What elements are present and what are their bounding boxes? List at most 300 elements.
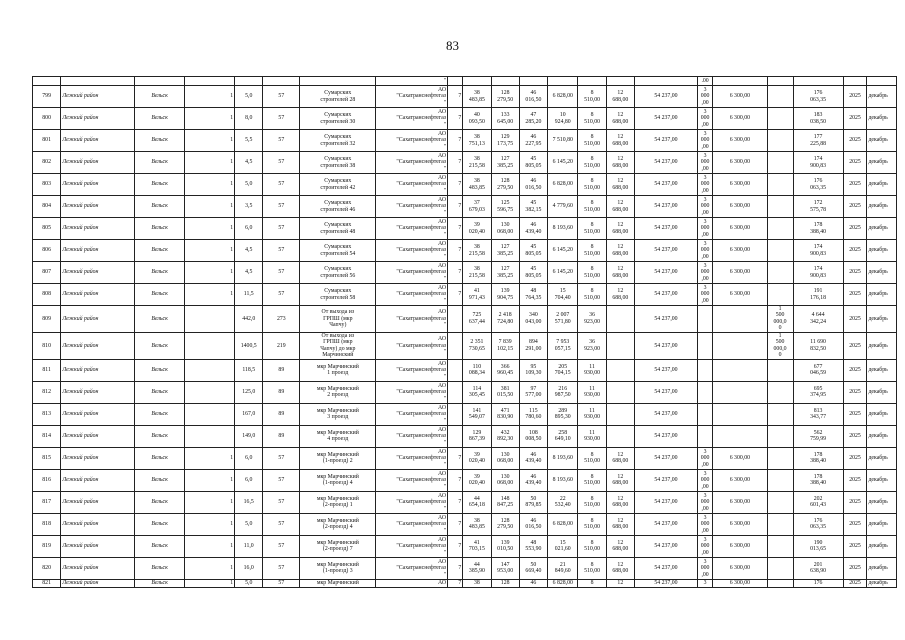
cell-c18: 6 300,00	[713, 535, 767, 557]
cell-c21: 2025	[843, 306, 867, 333]
cell-c15: 12 688,00	[606, 469, 634, 491]
cell-c18: 6 300,00	[713, 262, 767, 284]
cell-n: 809	[33, 306, 61, 333]
cell-c22: декабрь	[867, 513, 897, 535]
cell-c10: 41 703,15	[463, 535, 491, 557]
cell-settlement: Вельск	[135, 557, 185, 579]
cell-location: мкр Марчинский	[300, 579, 376, 587]
cell-c21: 2025	[843, 152, 867, 174]
cell-n: 819	[33, 535, 61, 557]
cell-length: 118,5	[235, 359, 263, 381]
cell-years: 7	[448, 447, 463, 469]
cell-c15: 12 688,00	[606, 557, 634, 579]
cell-c10: 39 020,40	[463, 447, 491, 469]
cell-c14: 8	[578, 579, 606, 587]
cell-c17: 3 000 ,00	[697, 557, 712, 579]
cell-district: Лежкий район	[61, 218, 135, 240]
cell-c22: декабрь	[867, 381, 897, 403]
cell-c17: 3 000 ,00	[697, 513, 712, 535]
cell-years: 7	[448, 535, 463, 557]
cell-years: 7	[448, 108, 463, 130]
cell-c14: 8 510,00	[578, 152, 606, 174]
cell-c20: 176	[793, 579, 843, 587]
cell-c21: 2025	[843, 86, 867, 108]
cell-c18	[713, 403, 767, 425]
cell-c19	[767, 196, 793, 218]
cell-c12: 47 285,20	[519, 108, 547, 130]
cell-c15: 12 688,00	[606, 491, 634, 513]
cell-c18	[713, 306, 767, 333]
cell-c18: 6 300,00	[713, 557, 767, 579]
cell-c20: 562 759,99	[793, 425, 843, 447]
cell-length: 4,5	[235, 240, 263, 262]
cell-district: Лежкий район	[61, 240, 135, 262]
cell-c16: 54 237,00	[634, 306, 697, 333]
cell-location: мкр Марчинский 2 проезд	[300, 381, 376, 403]
cell-count: 1	[185, 152, 235, 174]
cell-location: Сумарских строителей 58	[300, 284, 376, 306]
cell-material: АО "Сахатранснефтегаз "	[376, 306, 448, 333]
cell-c13: 22 532,40	[548, 491, 578, 513]
cell-c15: 12 688,00	[606, 513, 634, 535]
cell-c10: 38	[463, 579, 491, 587]
cell-years	[448, 425, 463, 447]
cell-c20: 695 374,95	[793, 381, 843, 403]
cell-n: 807	[33, 262, 61, 284]
cell-location: мкр Марчинский (1-проезд) 3	[300, 557, 376, 579]
cell-c17: 3 000 ,00	[697, 262, 712, 284]
cell-count: 1	[185, 557, 235, 579]
cell-material: АО "Сахатранснефтегаз "	[376, 425, 448, 447]
cell-material: АО "Сахатранснефтегаз "	[376, 557, 448, 579]
cell-c16: 54 237,00	[634, 332, 697, 359]
cell-c14: 8 510,00	[578, 557, 606, 579]
cell-count: 1	[185, 262, 235, 284]
cell-location: мкр Марчинский 1 проезд	[300, 359, 376, 381]
cell-count	[185, 332, 235, 359]
cell-c22: декабрь	[867, 262, 897, 284]
cell-c15: 12 688,00	[606, 262, 634, 284]
cell-c19: 1 500 000,0 0	[767, 306, 793, 333]
cell-c12: 97 577,00	[519, 381, 547, 403]
cell-c21: 2025	[843, 447, 867, 469]
cell-location: Сумарских строителей 30	[300, 108, 376, 130]
cell-c15: 12 688,00	[606, 284, 634, 306]
cell-material: АО "Сахатранснефтегаз "	[376, 152, 448, 174]
cell-c16: 54 237,00	[634, 262, 697, 284]
cell-c15: 12 688,00	[606, 174, 634, 196]
cell-c15	[606, 332, 634, 359]
cell-c22: декабрь	[867, 557, 897, 579]
cell-location: мкр Марчинский (2-проезд) 4	[300, 513, 376, 535]
cell-c14: 8 510,00	[578, 284, 606, 306]
cell-count: 1	[185, 218, 235, 240]
cell-material: АО "Сахатранснефтегаз "	[376, 86, 448, 108]
cell-c21: 2025	[843, 218, 867, 240]
cell-c13: 6 145,20	[548, 152, 578, 174]
table-row	[33, 535, 897, 557]
cell-settlement: Вельск	[135, 579, 185, 587]
cell-c12: 45 805,05	[519, 240, 547, 262]
cell-c17: 3 000 ,00	[697, 240, 712, 262]
cell-c20: 176 063,35	[793, 86, 843, 108]
cell-c10: 39 020,40	[463, 218, 491, 240]
cell-material: АО	[376, 579, 448, 587]
cell-c17: 3 000 ,00	[697, 174, 712, 196]
cell-c14: 8 510,00	[578, 513, 606, 535]
cell-district: Лежкий район	[61, 513, 135, 535]
cell-c19	[767, 152, 793, 174]
cell-c18: 6 300,00	[713, 196, 767, 218]
cell-settlement: Вельск	[135, 306, 185, 333]
cell-n: 804	[33, 196, 61, 218]
cell-c14: 8 510,00	[578, 491, 606, 513]
cell-n: 820	[33, 557, 61, 579]
cell-diameter: 57	[263, 513, 300, 535]
cell-n: 814	[33, 425, 61, 447]
cell-c11: 139 010,50	[491, 535, 519, 557]
cell-length: 1400,5	[235, 332, 263, 359]
cell-n: 808	[33, 284, 61, 306]
cell-c20: 190 013,65	[793, 535, 843, 557]
cell-c18: 6 300,00	[713, 469, 767, 491]
cell-c21: 2025	[843, 425, 867, 447]
cell-settlement: Вельск	[135, 86, 185, 108]
page-number: 83	[446, 38, 459, 53]
cell-c10: 110 088,34	[463, 359, 491, 381]
cell-c22: декабрь	[867, 306, 897, 333]
cell-c11: 2 418 724,80	[491, 306, 519, 333]
cell-material: АО "Сахатранснефтегаз "	[376, 447, 448, 469]
cell-c12: 340 043,00	[519, 306, 547, 333]
cell-c12: 45 805,05	[519, 262, 547, 284]
cell-diameter: 219	[263, 332, 300, 359]
cell-location: Сумарских строителей 42	[300, 174, 376, 196]
cell-c14: 8 510,00	[578, 535, 606, 557]
cell-district: Лежкий район	[61, 557, 135, 579]
cell-c15: 12	[606, 579, 634, 587]
cell-years: 7	[448, 152, 463, 174]
cell-district: Лежкий район	[61, 359, 135, 381]
cell-c10: 38 215,58	[463, 240, 491, 262]
cell-fragment-connection: .00	[697, 77, 712, 86]
cell-length: 5,0	[235, 174, 263, 196]
cell-c17: 3 000 ,00	[697, 130, 712, 152]
cell-c17: 3 000 ,00	[697, 152, 712, 174]
cell-c19	[767, 447, 793, 469]
cell-c18: 6 300,00	[713, 513, 767, 535]
cell-c21: 2025	[843, 130, 867, 152]
cell-c17	[697, 403, 712, 425]
cell-count: 1	[185, 447, 235, 469]
cell-c10: 38 483,85	[463, 174, 491, 196]
cell-c13: 205 704,15	[548, 359, 578, 381]
cell-c19	[767, 174, 793, 196]
cell-c21: 2025	[843, 196, 867, 218]
cell-length: 16,5	[235, 491, 263, 513]
cell-c14: 11 930,00	[578, 403, 606, 425]
cell-c21: 2025	[843, 513, 867, 535]
cell-c10: 38 483,85	[463, 86, 491, 108]
cell-length: 6,0	[235, 447, 263, 469]
cell-location: Сумарских строителей 48	[300, 218, 376, 240]
cell-district: Лежкий район	[61, 152, 135, 174]
cell-district: Лежкий район	[61, 491, 135, 513]
cell-years: 7	[448, 130, 463, 152]
cell-c19	[767, 557, 793, 579]
cell-c12: 894 291,00	[519, 332, 547, 359]
cell-c22: декабрь	[867, 196, 897, 218]
cell-material: АО "Сахатранснефтегаз "	[376, 284, 448, 306]
cell-district: Лежкий район	[61, 262, 135, 284]
cell-c10: 44 654,18	[463, 491, 491, 513]
cell-length: 5,0	[235, 86, 263, 108]
table-row	[33, 425, 897, 447]
cell-c22: декабрь	[867, 447, 897, 469]
cell-count: 1	[185, 108, 235, 130]
cell-c18: 6 300,00	[713, 579, 767, 587]
cell-length: 167,0	[235, 403, 263, 425]
cell-count	[185, 306, 235, 333]
cell-n: 810	[33, 332, 61, 359]
cell-material: АО "Сахатранснефтегаз "	[376, 218, 448, 240]
cell-c16: 54 237,00	[634, 447, 697, 469]
cell-material: АО "Сахатранснефтегаз "	[376, 403, 448, 425]
cell-c14: 8 510,00	[578, 469, 606, 491]
cell-material: АО "Сахатранснефтегаз "	[376, 381, 448, 403]
cell-c20: 178 388,40	[793, 447, 843, 469]
cell-c20: 4 644 342,24	[793, 306, 843, 333]
cell-c19	[767, 579, 793, 587]
cell-c17: 3 000 ,00	[697, 469, 712, 491]
table-row	[33, 196, 897, 218]
cell-years: 7	[448, 284, 463, 306]
cell-c20: 202 601,43	[793, 491, 843, 513]
cell-settlement: Вельск	[135, 262, 185, 284]
cell-c18: 6 300,00	[713, 218, 767, 240]
cell-location: мкр Марчинский (1-проезд) 4	[300, 469, 376, 491]
cell-c18: 6 300,00	[713, 240, 767, 262]
cell-c20: 178 388,40	[793, 469, 843, 491]
cell-diameter: 57	[263, 535, 300, 557]
cell-c22: декабрь	[867, 425, 897, 447]
cell-c16: 54 237,00	[634, 86, 697, 108]
cell-settlement: Вельск	[135, 491, 185, 513]
cell-c17: 3 000 ,00	[697, 218, 712, 240]
cell-c11: 129 173,75	[491, 130, 519, 152]
cell-c12: 115 780,60	[519, 403, 547, 425]
cell-c14: 36 923,00	[578, 332, 606, 359]
cell-c21: 2025	[843, 491, 867, 513]
cell-count	[185, 425, 235, 447]
cell-c18	[713, 332, 767, 359]
cell-c18: 6 300,00	[713, 491, 767, 513]
cell-length: 16,0	[235, 557, 263, 579]
cell-n: 800	[33, 108, 61, 130]
cell-settlement: Вельск	[135, 174, 185, 196]
cell-c17: 3 000 ,00	[697, 196, 712, 218]
cell-c16: 54 237,00	[634, 359, 697, 381]
cell-c19	[767, 381, 793, 403]
cell-count	[185, 381, 235, 403]
cell-diameter: 57	[263, 469, 300, 491]
cell-c13: 258 649,10	[548, 425, 578, 447]
cell-c19	[767, 262, 793, 284]
cell-c22: декабрь	[867, 240, 897, 262]
cell-length: 149,0	[235, 425, 263, 447]
cell-c14: 8 510,00	[578, 108, 606, 130]
cell-c22: декабрь	[867, 108, 897, 130]
cell-c16: 54 237,00	[634, 381, 697, 403]
cell-c11: 133 645,00	[491, 108, 519, 130]
cell-c12: 45 382,15	[519, 196, 547, 218]
cell-length: 3,5	[235, 196, 263, 218]
cell-material: АО "Сахатранснефтегаз "	[376, 513, 448, 535]
table-row	[33, 513, 897, 535]
cell-c11: 381 015,50	[491, 381, 519, 403]
cell-c13: 21 849,60	[548, 557, 578, 579]
cell-c10: 38 215,58	[463, 152, 491, 174]
cell-c10: 114 305,45	[463, 381, 491, 403]
cell-count	[185, 403, 235, 425]
cell-c20: 178 388,40	[793, 218, 843, 240]
cell-district: Лежкий район	[61, 130, 135, 152]
cell-c21: 2025	[843, 579, 867, 587]
cell-c17	[697, 359, 712, 381]
cell-settlement: Вельск	[135, 447, 185, 469]
cell-length: 11,5	[235, 284, 263, 306]
cell-c12: 48 553,90	[519, 535, 547, 557]
cell-c12: 46 439,40	[519, 447, 547, 469]
cell-settlement: Вельск	[135, 359, 185, 381]
cell-c15: 12 688,00	[606, 130, 634, 152]
cell-c20: 191 176,18	[793, 284, 843, 306]
cell-years: 7	[448, 469, 463, 491]
cell-c10: 725 637,44	[463, 306, 491, 333]
cell-diameter: 57	[263, 218, 300, 240]
table-row	[33, 174, 897, 196]
cell-diameter: 57	[263, 262, 300, 284]
cell-count: 1	[185, 491, 235, 513]
cell-c10: 141 549,07	[463, 403, 491, 425]
table-row	[33, 284, 897, 306]
cell-c15: 12 688,00	[606, 447, 634, 469]
cell-c11: 148 847,25	[491, 491, 519, 513]
cell-settlement: Вельск	[135, 108, 185, 130]
cell-settlement: Вельск	[135, 425, 185, 447]
table-row	[33, 306, 897, 333]
cell-c10: 38 215,58	[463, 262, 491, 284]
cell-n: 811	[33, 359, 61, 381]
cell-c14: 11 930,00	[578, 359, 606, 381]
cell-c19	[767, 284, 793, 306]
cell-c14: 11 930,00	[578, 381, 606, 403]
cell-c11: 127 385,25	[491, 240, 519, 262]
cell-c16: 54 237,00	[634, 425, 697, 447]
cell-c15: 12 688,00	[606, 86, 634, 108]
cell-c13: 10 924,80	[548, 108, 578, 130]
table-row-top-fragment	[33, 77, 897, 86]
cell-c11: 432 892,30	[491, 425, 519, 447]
cell-c17	[697, 425, 712, 447]
cell-c21: 2025	[843, 332, 867, 359]
cell-c21: 2025	[843, 174, 867, 196]
cell-c19	[767, 86, 793, 108]
cell-n: 812	[33, 381, 61, 403]
cell-c15: 12 688,00	[606, 196, 634, 218]
cell-length: 125,0	[235, 381, 263, 403]
cell-c12: 46 439,40	[519, 218, 547, 240]
cell-settlement: Вельск	[135, 130, 185, 152]
cell-diameter: 89	[263, 359, 300, 381]
cell-c17	[697, 306, 712, 333]
cell-district: Лежкий район	[61, 284, 135, 306]
cell-c20: 183 038,50	[793, 108, 843, 130]
cell-c16: 54 237,00	[634, 513, 697, 535]
cell-c11: 147 953,00	[491, 557, 519, 579]
cell-c19	[767, 240, 793, 262]
cell-settlement: Вельск	[135, 240, 185, 262]
cell-material: АО "Сахатранснефтегаз "	[376, 262, 448, 284]
cell-c16: 54 237,00	[634, 469, 697, 491]
cell-count: 1	[185, 196, 235, 218]
cell-c13: 15 704,40	[548, 284, 578, 306]
cell-c12: 45 805,05	[519, 152, 547, 174]
cell-c11: 366 960,45	[491, 359, 519, 381]
cell-district: Лежкий район	[61, 108, 135, 130]
table-row	[33, 469, 897, 491]
cell-location: мкр Марчинский (1-проезд) 2	[300, 447, 376, 469]
cell-c12: 46 227,95	[519, 130, 547, 152]
cell-length: 4,5	[235, 152, 263, 174]
cell-c13: 2 007 571,80	[548, 306, 578, 333]
cell-c14: 36 923,00	[578, 306, 606, 333]
cell-c19	[767, 218, 793, 240]
cell-settlement: Вельск	[135, 381, 185, 403]
cell-c12: 95 109,30	[519, 359, 547, 381]
cell-diameter: 57	[263, 240, 300, 262]
cell-c21: 2025	[843, 359, 867, 381]
cell-c19: 1 500 000,0 0	[767, 332, 793, 359]
table-row	[33, 491, 897, 513]
cell-location: От выхода из ГРПШ (мкр Чапчу) до мкр Марчинский	[300, 332, 376, 359]
cell-c15: 12 688,00	[606, 108, 634, 130]
cell-c13: 6 828,00	[548, 513, 578, 535]
cell-material: АО "Сахатранснефтегаз "	[376, 469, 448, 491]
cell-settlement: Вельск	[135, 403, 185, 425]
cell-c19	[767, 403, 793, 425]
cell-c20: 176 063,35	[793, 513, 843, 535]
cell-count: 1	[185, 174, 235, 196]
table-row	[33, 108, 897, 130]
cell-c15: 12 688,00	[606, 218, 634, 240]
cell-diameter: 57	[263, 152, 300, 174]
cell-c18: 6 300,00	[713, 447, 767, 469]
cell-c15	[606, 306, 634, 333]
cell-years: 7	[448, 557, 463, 579]
cell-c20: 172 575,78	[793, 196, 843, 218]
cell-c16: 54 237,00	[634, 240, 697, 262]
cell-c13: 6 828,00	[548, 86, 578, 108]
cell-n: 803	[33, 174, 61, 196]
cell-length: 5,0	[235, 513, 263, 535]
cell-c14: 8 510,00	[578, 130, 606, 152]
table-row	[33, 332, 897, 359]
cell-length: 5,5	[235, 130, 263, 152]
cell-c16: 54 237,00	[634, 403, 697, 425]
cell-district: Лежкий район	[61, 306, 135, 333]
cell-c17	[697, 332, 712, 359]
